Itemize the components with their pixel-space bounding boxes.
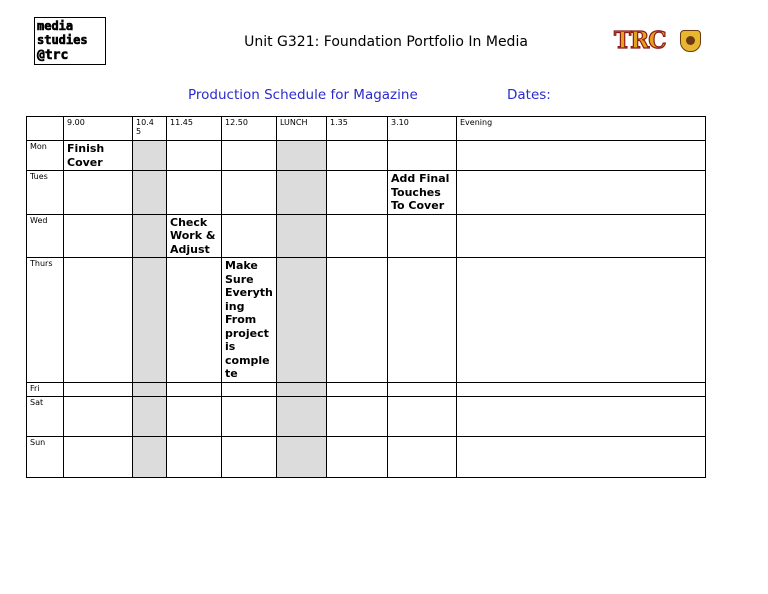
- table-row: [27, 141, 706, 171]
- empty-cell: [327, 171, 388, 215]
- empty-cell: [64, 436, 133, 477]
- empty-cell: [327, 258, 388, 383]
- day-label: Mon: [27, 141, 64, 171]
- empty-cell: [457, 382, 706, 396]
- empty-cell: [327, 141, 388, 171]
- table-row: [27, 214, 706, 258]
- page-title: Unit G321: Foundation Portfolio In Media: [244, 34, 528, 50]
- empty-cell: [457, 396, 706, 436]
- empty-cell: [457, 141, 706, 171]
- empty-cell: [133, 214, 167, 258]
- empty-cell: [167, 436, 222, 477]
- table-row: [27, 171, 706, 215]
- empty-cell: [457, 171, 706, 215]
- trc-logo-text: TRC: [614, 27, 666, 54]
- empty-cell: [167, 258, 222, 383]
- logo-line-media: media: [37, 19, 74, 33]
- table-row: [27, 258, 706, 383]
- table-row: [27, 382, 706, 396]
- empty-cell: [388, 258, 457, 383]
- empty-cell: [222, 171, 277, 215]
- header-cell: 11.45: [167, 117, 222, 141]
- header-cell: 9.00: [64, 117, 133, 141]
- day-label: Thurs: [27, 258, 64, 383]
- empty-cell: [64, 382, 133, 396]
- empty-cell: [388, 214, 457, 258]
- empty-cell: [457, 214, 706, 258]
- empty-cell: [277, 396, 327, 436]
- empty-cell: [327, 382, 388, 396]
- logo-line-trc: @trc: [37, 48, 69, 63]
- header-cell: 12.50: [222, 117, 277, 141]
- empty-cell: [167, 396, 222, 436]
- empty-cell: [133, 258, 167, 383]
- header-cell: Evening: [457, 117, 706, 141]
- empty-cell: [64, 171, 133, 215]
- empty-cell: [277, 258, 327, 383]
- task-cell: Finish Cover: [64, 141, 133, 171]
- empty-cell: [64, 214, 133, 258]
- production-schedule-table: [26, 116, 706, 478]
- empty-cell: [167, 382, 222, 396]
- empty-cell: [222, 436, 277, 477]
- header-row: [27, 117, 706, 141]
- dates-label: Dates:: [507, 87, 551, 103]
- empty-cell: [133, 141, 167, 171]
- schedule-title: Production Schedule for Magazine: [188, 87, 418, 103]
- day-label: Wed: [27, 214, 64, 258]
- day-label: Sun: [27, 436, 64, 477]
- day-label: Sat: [27, 396, 64, 436]
- header-corner-cell: [27, 117, 64, 141]
- crest-icon: [680, 30, 701, 52]
- empty-cell: [277, 214, 327, 258]
- logo-line-studies: studies: [37, 33, 88, 47]
- task-cell: Check Work & Adjust: [167, 214, 222, 258]
- empty-cell: [222, 141, 277, 171]
- trc-logo: [614, 29, 704, 53]
- header-cell: 10.4 5: [133, 117, 167, 141]
- table-row: [27, 436, 706, 477]
- empty-cell: [222, 396, 277, 436]
- empty-cell: [388, 382, 457, 396]
- empty-cell: [277, 141, 327, 171]
- empty-cell: [327, 436, 388, 477]
- empty-cell: [457, 436, 706, 477]
- empty-cell: [457, 258, 706, 383]
- day-label: Tues: [27, 171, 64, 215]
- empty-cell: [388, 436, 457, 477]
- empty-cell: [327, 396, 388, 436]
- header-cell: LUNCH: [277, 117, 327, 141]
- empty-cell: [133, 436, 167, 477]
- empty-cell: [277, 171, 327, 215]
- empty-cell: [133, 382, 167, 396]
- empty-cell: [133, 171, 167, 215]
- empty-cell: [167, 141, 222, 171]
- header-cell: 3.10: [388, 117, 457, 141]
- empty-cell: [133, 396, 167, 436]
- empty-cell: [222, 382, 277, 396]
- empty-cell: [167, 171, 222, 215]
- day-label: Fri: [27, 382, 64, 396]
- empty-cell: [388, 396, 457, 436]
- empty-cell: [277, 436, 327, 477]
- table-row: [27, 396, 706, 436]
- empty-cell: [327, 214, 388, 258]
- empty-cell: [64, 258, 133, 383]
- empty-cell: [277, 382, 327, 396]
- task-cell: Make Sure Everyth ing From project is comple te: [222, 258, 277, 383]
- empty-cell: [64, 396, 133, 436]
- empty-cell: [222, 214, 277, 258]
- task-cell: Add Final Touches To Cover: [388, 171, 457, 215]
- header-cell: 1.35: [327, 117, 388, 141]
- empty-cell: [388, 141, 457, 171]
